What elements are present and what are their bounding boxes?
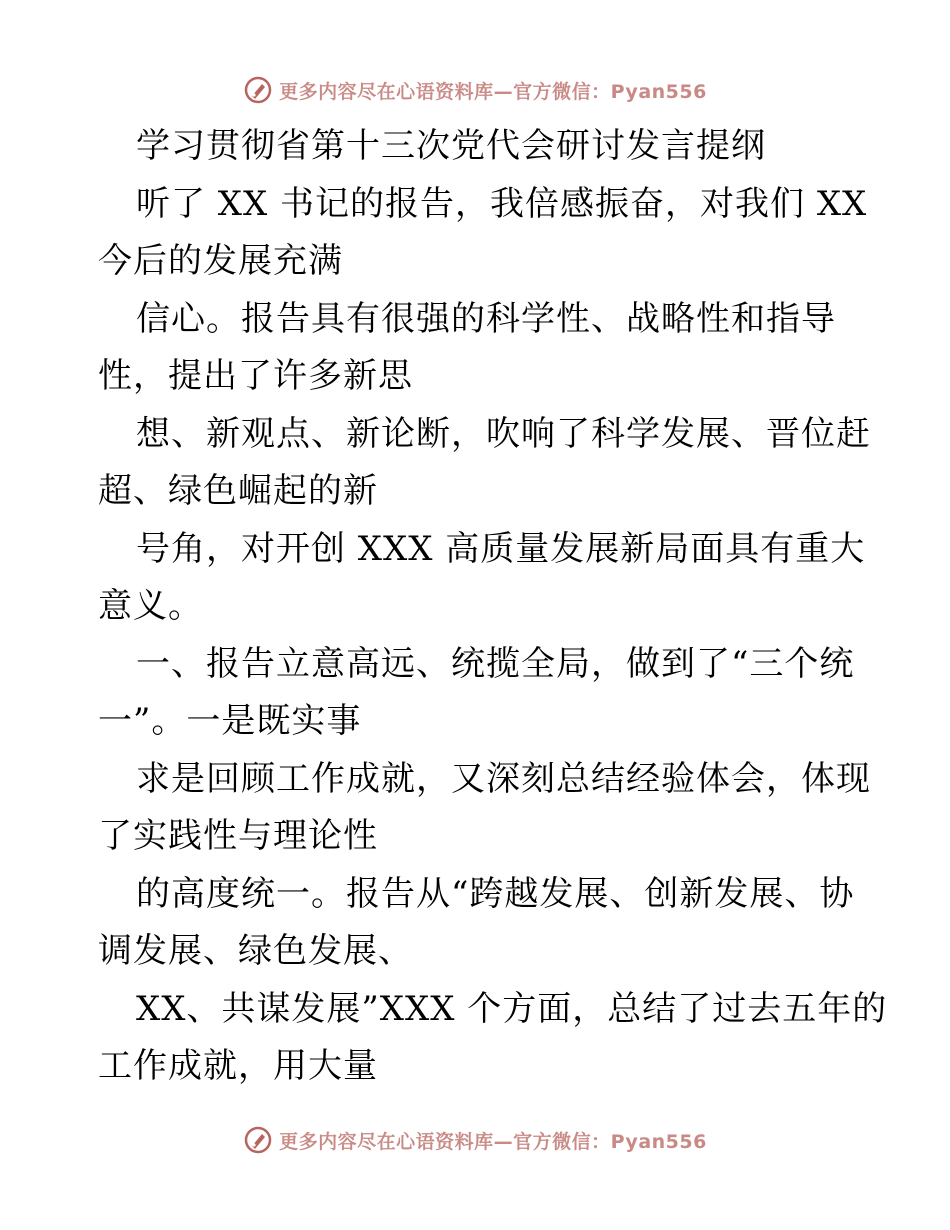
text-line: 信心。报告具有很强的科学性、战略性和指导 [136,298,836,339]
banner-text: 更多内容尽在心语资料库—官方微信：Pyan556 [279,1130,707,1153]
text-line: 学习贯彻省第十三次党代会研讨发言提纲 [136,126,766,166]
pen-nib-logo-icon [243,1125,273,1155]
text-line: XX、共谋发展”XXX 个方面，总结了过去五年的 [136,988,888,1029]
text-line: 性，提出了许多新思 [98,356,413,396]
text-line: 今后的发展充满 [98,241,343,281]
text-line: 一”。一是既实事 [98,701,362,741]
text-line: 意义。 [98,586,203,626]
text-line: 号角，对开创 XXX 高质量发展新局面具有重大 [136,528,866,569]
text-line: 的高度统一。报告从“跨越发展、创新发展、协 [136,873,855,914]
banner-text: 更多内容尽在心语资料库—官方微信：Pyan556 [279,80,707,103]
text-line: 求是回顾工作成就，又深刻总结经验体会，体现 [136,758,871,799]
text-line: 调发展、绿色发展、 [98,931,413,971]
text-line: 了实践性与理论性 [98,816,378,856]
footer-banner [0,1120,950,1160]
text-line: 想、新观点、新论断，吹响了科学发展、晋位赶 [136,413,871,454]
text-line: 超、绿色崛起的新 [98,471,378,511]
pen-nib-logo-icon [243,75,273,105]
text-line: 工作成就，用大量 [98,1046,378,1086]
text-line: 一、报告立意高远、统揽全局，做到了“三个统 [136,643,855,684]
document-body [98,118,888,1096]
text-line: 听了 XX 书记的报告，我倍感振奋，对我们 XX [136,183,868,224]
header-banner [0,70,950,110]
